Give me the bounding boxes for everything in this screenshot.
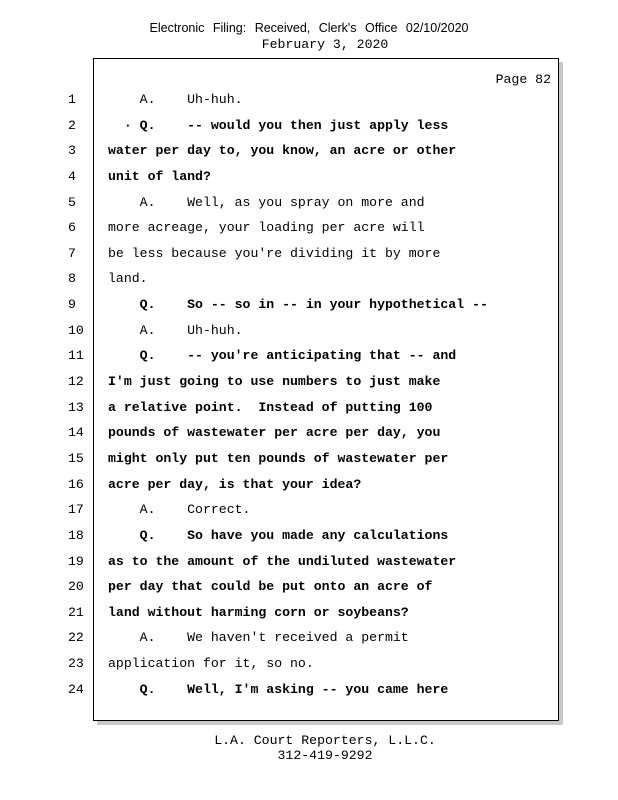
- transcript-line: [68, 138, 560, 164]
- deposition-date: February 3, 2020: [261, 37, 389, 52]
- line-text: application for it, so no.: [108, 656, 314, 672]
- line-number: 15: [68, 450, 84, 466]
- line-number: 2: [68, 117, 76, 133]
- line-number: 22: [68, 630, 84, 646]
- line-text: land.: [108, 271, 148, 287]
- transcript-line: [68, 164, 560, 190]
- line-text: pounds of wastewater per acre per day, you: [108, 425, 441, 441]
- line-number: 7: [68, 245, 76, 261]
- transcript-line: [68, 87, 560, 113]
- line-number: 10: [68, 322, 84, 338]
- transcript-line: [68, 113, 560, 139]
- court-reporter-name: L.A. Court Reporters, L.L.C.: [214, 733, 436, 748]
- line-text: per day that could be put onto an acre of: [108, 579, 433, 595]
- line-number: 1: [68, 92, 76, 107]
- line-text: · Q. -- would you then just apply less: [108, 117, 449, 133]
- line-text: Q. Well, I'm asking -- you came here: [108, 681, 449, 697]
- line-number: 3: [68, 143, 76, 159]
- transcript-line: [68, 241, 560, 267]
- line-number: 5: [68, 194, 76, 210]
- line-text: land without harming corn or soybeans?: [108, 604, 409, 620]
- transcript-line: [68, 523, 560, 549]
- line-text: might only put ten pounds of wastewater per: [108, 450, 449, 466]
- line-text: A. Well, as you spray on more and: [108, 194, 425, 210]
- court-reporter-phone: 312-419-9292: [277, 748, 373, 763]
- line-number: 17: [68, 502, 84, 518]
- line-text: a relative point. Instead of putting 100: [108, 399, 433, 415]
- transcript-line: [68, 215, 560, 241]
- transcript-line: [68, 369, 560, 395]
- transcript-line: [68, 420, 560, 446]
- line-text: A. Uh-huh.: [108, 92, 243, 107]
- transcript-lines: [68, 87, 560, 702]
- line-text: A. Correct.: [108, 502, 251, 518]
- line-text: A. We haven't received a permit: [108, 630, 409, 646]
- line-number: 11: [68, 348, 84, 364]
- line-text: A. Uh-huh.: [108, 322, 243, 338]
- line-text: Q. So -- so in -- in your hypothetical --: [108, 297, 488, 313]
- line-number: 13: [68, 399, 84, 415]
- transcript-line: [68, 600, 560, 626]
- line-number: 14: [68, 425, 84, 441]
- line-number: 24: [68, 681, 84, 697]
- transcript-line: [68, 497, 560, 523]
- line-number: 20: [68, 579, 84, 595]
- line-number: 12: [68, 374, 84, 390]
- line-number: 16: [68, 476, 84, 492]
- line-number: 18: [68, 527, 84, 543]
- line-number: 19: [68, 553, 84, 569]
- line-text: Q. -- you're anticipating that -- and: [108, 348, 457, 364]
- line-text: Q. So have you made any calculations: [108, 527, 449, 543]
- line-text: unit of land?: [108, 168, 211, 184]
- transcript-line: [68, 343, 560, 369]
- line-text: acre per day, is that your idea?: [108, 476, 362, 492]
- transcript-line: [68, 574, 560, 600]
- transcript-line: [68, 651, 560, 677]
- transcript-line: [68, 472, 560, 498]
- efiling-stamp: Electronic Filing: Received, Clerk's Office 02/10/2020: [149, 21, 469, 35]
- line-number: 9: [68, 297, 76, 313]
- line-text: water per day to, you know, an acre or other: [108, 143, 457, 159]
- transcript-line: [68, 190, 560, 216]
- transcript-line: [68, 292, 560, 318]
- line-text: I'm just going to use numbers to just make: [108, 374, 441, 390]
- line-number: 23: [68, 656, 84, 672]
- line-text: more acreage, your loading per acre will: [108, 220, 425, 236]
- transcript-line: [68, 446, 560, 472]
- page-number-label: Page 82: [495, 72, 551, 87]
- transcript-line: [68, 395, 560, 421]
- line-number: 8: [68, 271, 76, 287]
- transcript-line: [68, 318, 560, 344]
- line-text: be less because you're dividing it by more: [108, 245, 441, 261]
- transcript-line: [68, 266, 560, 292]
- line-number: 21: [68, 604, 84, 620]
- transcript-line: [68, 677, 560, 703]
- transcript-line: [68, 625, 560, 651]
- line-text: as to the amount of the undiluted wastewater: [108, 553, 457, 569]
- line-number: 6: [68, 220, 76, 236]
- transcript-line: [68, 549, 560, 575]
- line-number: 4: [68, 168, 76, 184]
